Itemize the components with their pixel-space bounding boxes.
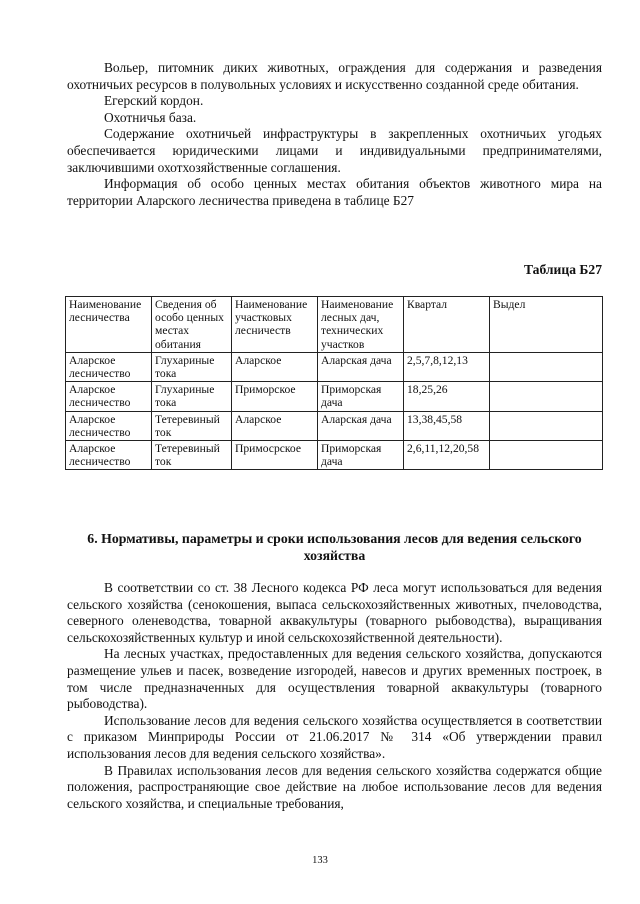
table-cell: Приморское	[232, 382, 318, 411]
table-cell: 2,6,11,12,20,58	[404, 441, 490, 470]
table-header-row	[66, 297, 603, 353]
table-row	[66, 382, 603, 411]
header-cell: Сведения об особо ценных местах обитания	[152, 297, 232, 353]
table-cell: Тетеревиный ток	[152, 411, 232, 440]
table-caption: Таблица Б27	[523, 262, 602, 277]
table-cell: Аларское	[232, 352, 318, 381]
table-cell: Аларское лесничество	[66, 352, 152, 381]
intro-paragraph: Охотничья база.	[104, 109, 197, 125]
table-row	[66, 411, 603, 440]
table-cell: 13,38,45,58	[404, 411, 490, 440]
table-cell: Примосрское	[232, 441, 318, 470]
table-cell	[490, 441, 603, 470]
section-paragraph: В Правилах использования лесов для ведения сельского хозяйства содержатся общие положения, распространяющие свое действие на любое использование лесов для ведения сельского хозяйства, и специальные требования,	[67, 762, 602, 811]
table-cell: Тетеревиный ток	[152, 441, 232, 470]
table-cell	[490, 352, 603, 381]
section-text	[67, 580, 602, 812]
section-heading: 6. Нормативы, параметры и сроки использования лесов для ведения сельского хозяйства	[87, 531, 582, 563]
intro-paragraph: Информация об особо ценных местах обитания объектов животного мира на территории Аларского лесничества приведена в таблице Б27	[67, 176, 602, 208]
header-cell: Квартал	[404, 297, 490, 353]
header-cell: Наименование лесных дач, технических участков	[318, 297, 404, 353]
table-cell: 18,25,26	[404, 382, 490, 411]
header-cell: Выдел	[490, 297, 603, 353]
table-cell: Аларское лесничество	[66, 411, 152, 440]
header-cell: Наименование лесничества	[66, 297, 152, 353]
section-paragraph: В соответствии со ст. 38 Лесного кодекса РФ леса могут использоваться для ведения сельского хозяйства (сенокошения, выпаса сельскохозяйственных животных, пчеловодства, северного оленеводства, товарной аквакультуры (товарного рыбоводства), выращивания сельскохозяйственных культур и иной сельскохозяйственной деятельности).	[67, 580, 602, 645]
table-cell: Аларская дача	[318, 411, 404, 440]
table-row	[66, 352, 603, 381]
table-cell	[490, 411, 603, 440]
habitat-table	[65, 296, 603, 470]
page-number: 133	[312, 855, 328, 866]
intro-paragraph: Егерский кордон.	[104, 93, 204, 109]
table-cell: Приморская дача	[318, 382, 404, 411]
section-paragraph: Использование лесов для ведения сельского хозяйства осуществляется в соответствии с приказом Минприроды России от 21.06.2017 № 314 «Об утверждении правил использования лесов для ведения сельского хозяйства».	[67, 712, 602, 761]
table-cell	[490, 382, 603, 411]
table-cell: Глухариные тока	[152, 382, 232, 411]
intro-paragraph: Содержание охотничьей инфраструктуры в закрепленных охотничьих угодьях обеспечивается юридическими лицами и индивидуальными предпринимателями, заключившими охотхозяйственные соглашения.	[67, 126, 602, 175]
table-cell: 2,5,7,8,12,13	[404, 352, 490, 381]
table-cell: Аларское лесничество	[66, 441, 152, 470]
section-paragraph: На лесных участках, предоставленных для ведения сельского хозяйства, допускаются размещение ульев и пасек, возведение изгородей, навесов и других временных построек, в том числе предназначенных для осуществления товарной аквакультуры (товарного рыбоводства).	[67, 646, 602, 712]
table-cell: Глухариные тока	[152, 352, 232, 381]
table-cell: Приморская дача	[318, 441, 404, 470]
header-cell: Наименование участковых лесничеств	[232, 297, 318, 353]
intro-text	[67, 60, 602, 209]
table-row	[66, 441, 603, 470]
table-cell: Аларское	[232, 411, 318, 440]
table-cell: Аларская дача	[318, 352, 404, 381]
table-cell: Аларское лесничество	[66, 382, 152, 411]
intro-paragraph: Вольер, питомник диких животных, ограждения для содержания и разведения охотничьих ресурсов в полувольных условиях и искусственно созданной среде обитания.	[67, 60, 602, 92]
